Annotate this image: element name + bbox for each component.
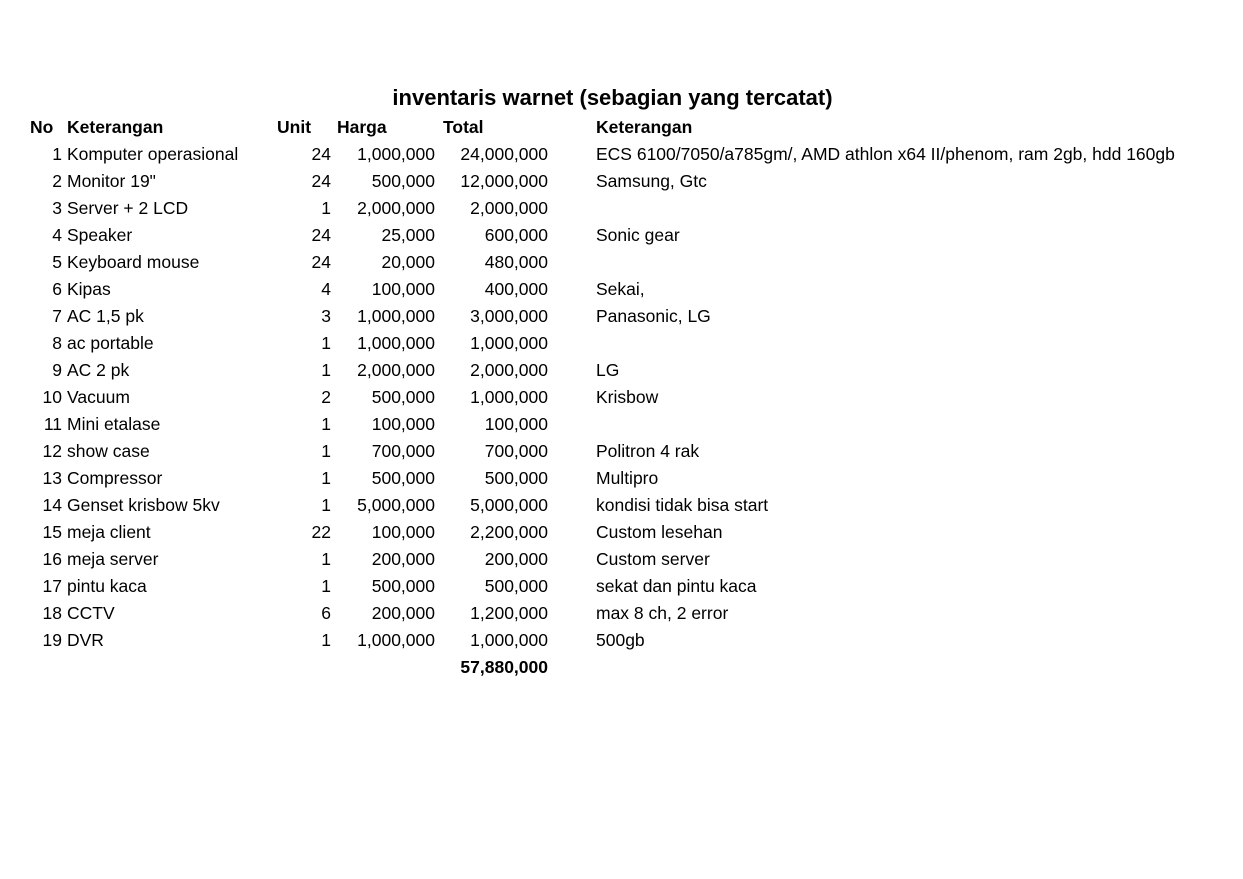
table-header-row bbox=[28, 114, 1236, 141]
table-row bbox=[28, 519, 1236, 546]
row-no: 6 bbox=[52, 279, 62, 299]
row-item: Monitor 19" bbox=[67, 171, 156, 191]
row-note bbox=[596, 330, 1236, 357]
row-unit: 1 bbox=[321, 468, 331, 488]
row-unit: 1 bbox=[321, 198, 331, 218]
row-total: 12,000,000 bbox=[460, 171, 548, 191]
table-row bbox=[28, 546, 1236, 573]
row-no: 11 bbox=[43, 414, 62, 434]
row-note: Krisbow bbox=[596, 387, 659, 407]
row-price: 1,000,000 bbox=[357, 333, 435, 353]
row-item: Keyboard mouse bbox=[67, 252, 200, 272]
row-total: 24,000,000 bbox=[460, 144, 548, 164]
row-unit: 2 bbox=[321, 387, 331, 407]
table-row bbox=[28, 276, 1236, 303]
row-no: 3 bbox=[52, 198, 62, 218]
row-no: 17 bbox=[42, 576, 62, 596]
row-no: 15 bbox=[42, 522, 62, 542]
row-item: Speaker bbox=[67, 225, 133, 245]
row-price: 1,000,000 bbox=[357, 144, 435, 164]
row-price: 200,000 bbox=[371, 549, 435, 569]
row-total: 5,000,000 bbox=[470, 495, 548, 515]
row-total: 3,000,000 bbox=[470, 306, 548, 326]
row-unit: 1 bbox=[321, 630, 331, 650]
row-item: DVR bbox=[67, 630, 104, 650]
header-item: Keterangan bbox=[67, 117, 164, 137]
row-unit: 22 bbox=[311, 522, 331, 542]
row-price: 2,000,000 bbox=[357, 360, 435, 380]
row-no: 16 bbox=[42, 549, 62, 569]
row-note: max 8 ch, 2 error bbox=[596, 603, 729, 623]
row-item: Komputer operasional bbox=[67, 144, 239, 164]
row-total: 480,000 bbox=[484, 252, 548, 272]
table-row bbox=[28, 222, 1236, 249]
row-price: 100,000 bbox=[371, 279, 435, 299]
row-total: 100,000 bbox=[484, 414, 548, 434]
grand-total-row bbox=[28, 654, 1236, 681]
row-note: Multipro bbox=[596, 468, 659, 488]
table-row bbox=[28, 141, 1236, 168]
table-row bbox=[28, 411, 1236, 438]
row-price: 200,000 bbox=[371, 603, 435, 623]
row-note: Custom lesehan bbox=[596, 522, 723, 542]
header-total: Total bbox=[443, 117, 484, 137]
table-row bbox=[28, 627, 1236, 654]
row-unit: 1 bbox=[321, 549, 331, 569]
row-no: 14 bbox=[42, 495, 62, 515]
row-price: 1,000,000 bbox=[357, 630, 435, 650]
row-unit: 24 bbox=[311, 225, 331, 245]
row-no: 7 bbox=[52, 306, 62, 326]
table-row bbox=[28, 168, 1236, 195]
row-no: 8 bbox=[52, 333, 62, 353]
inventory-table bbox=[28, 114, 1236, 681]
row-price: 2,000,000 bbox=[357, 198, 435, 218]
row-unit: 1 bbox=[321, 414, 331, 434]
row-price: 1,000,000 bbox=[357, 306, 435, 326]
row-item: Vacuum bbox=[67, 387, 130, 407]
row-unit: 6 bbox=[321, 603, 331, 623]
table-row bbox=[28, 357, 1236, 384]
row-no: 4 bbox=[52, 225, 62, 245]
row-note: kondisi tidak bisa start bbox=[596, 495, 769, 515]
row-price: 500,000 bbox=[371, 576, 435, 596]
row-no: 5 bbox=[52, 252, 62, 272]
row-note: Sonic gear bbox=[596, 225, 680, 245]
row-price: 100,000 bbox=[371, 414, 435, 434]
row-note bbox=[596, 195, 1236, 222]
table-row bbox=[28, 330, 1236, 357]
table-row bbox=[28, 492, 1236, 519]
row-unit: 3 bbox=[321, 306, 331, 326]
row-total: 1,200,000 bbox=[470, 603, 548, 623]
row-price: 5,000,000 bbox=[357, 495, 435, 515]
row-unit: 1 bbox=[321, 576, 331, 596]
row-unit: 4 bbox=[321, 279, 331, 299]
row-price: 500,000 bbox=[371, 171, 435, 191]
row-unit: 24 bbox=[311, 252, 331, 272]
row-no: 9 bbox=[52, 360, 62, 380]
row-item: meja server bbox=[67, 549, 159, 569]
row-item: pintu kaca bbox=[67, 576, 147, 596]
row-unit: 1 bbox=[321, 441, 331, 461]
row-note: Politron 4 rak bbox=[596, 441, 700, 461]
row-note: Custom server bbox=[596, 549, 710, 569]
row-note: sekat dan pintu kaca bbox=[596, 576, 757, 596]
table-row bbox=[28, 573, 1236, 600]
row-no: 12 bbox=[42, 441, 62, 461]
table-row bbox=[28, 303, 1236, 330]
row-unit: 1 bbox=[321, 495, 331, 515]
row-total: 2,200,000 bbox=[470, 522, 548, 542]
row-item: Mini etalase bbox=[67, 414, 161, 434]
row-no: 18 bbox=[42, 603, 62, 623]
row-item: AC 1,5 pk bbox=[67, 306, 144, 326]
row-note: LG bbox=[596, 360, 620, 380]
row-item: Compressor bbox=[67, 468, 163, 488]
row-note: Samsung, Gtc bbox=[596, 171, 707, 191]
page-title: inventaris warnet (sebagian yang tercatat) bbox=[392, 85, 833, 110]
row-note: 500gb bbox=[596, 630, 645, 650]
row-price: 25,000 bbox=[381, 225, 435, 245]
table-row bbox=[28, 600, 1236, 627]
row-price: 700,000 bbox=[371, 441, 435, 461]
header-price: Harga bbox=[337, 117, 387, 137]
row-unit: 24 bbox=[311, 144, 331, 164]
row-no: 10 bbox=[42, 387, 62, 407]
table-row bbox=[28, 384, 1236, 411]
row-item: CCTV bbox=[67, 603, 115, 623]
row-price: 500,000 bbox=[371, 387, 435, 407]
row-price: 20,000 bbox=[381, 252, 435, 272]
header-unit: Unit bbox=[277, 117, 312, 137]
table-row bbox=[28, 249, 1236, 276]
row-note bbox=[596, 411, 1236, 438]
row-note: Sekai, bbox=[596, 279, 645, 299]
row-total: 700,000 bbox=[484, 441, 548, 461]
row-total: 2,000,000 bbox=[470, 198, 548, 218]
header-note: Keterangan bbox=[596, 117, 693, 137]
row-total: 400,000 bbox=[484, 279, 548, 299]
row-item: AC 2 pk bbox=[67, 360, 130, 380]
row-no: 13 bbox=[42, 468, 62, 488]
row-total: 2,000,000 bbox=[470, 360, 548, 380]
row-total: 600,000 bbox=[484, 225, 548, 245]
row-no: 19 bbox=[42, 630, 62, 650]
row-total: 1,000,000 bbox=[470, 630, 548, 650]
row-total: 200,000 bbox=[484, 549, 548, 569]
row-note bbox=[596, 249, 1236, 276]
row-note: Panasonic, LG bbox=[596, 306, 711, 326]
table-row bbox=[28, 195, 1236, 222]
table-row bbox=[28, 438, 1236, 465]
row-total: 500,000 bbox=[484, 468, 548, 488]
row-note: ECS 6100/7050/a785gm/, AMD athlon x64 II/phenom, ram 2gb, hdd 160gb bbox=[596, 144, 1175, 164]
row-total: 1,000,000 bbox=[470, 387, 548, 407]
grand-total: 57,880,000 bbox=[460, 657, 548, 677]
row-no: 1 bbox=[52, 144, 62, 164]
row-total: 500,000 bbox=[484, 576, 548, 596]
table-row bbox=[28, 465, 1236, 492]
row-no: 2 bbox=[52, 171, 62, 191]
row-total: 1,000,000 bbox=[470, 333, 548, 353]
row-item: Genset krisbow 5kv bbox=[67, 495, 220, 515]
row-price: 100,000 bbox=[371, 522, 435, 542]
row-unit: 1 bbox=[321, 360, 331, 380]
row-item: Server + 2 LCD bbox=[67, 198, 189, 218]
row-item: meja client bbox=[67, 522, 151, 542]
row-item: show case bbox=[67, 441, 150, 461]
row-item: ac portable bbox=[67, 333, 154, 353]
row-unit: 24 bbox=[311, 171, 331, 191]
row-item: Kipas bbox=[67, 279, 111, 299]
row-unit: 1 bbox=[321, 333, 331, 353]
row-price: 500,000 bbox=[371, 468, 435, 488]
header-no: No bbox=[30, 117, 54, 137]
